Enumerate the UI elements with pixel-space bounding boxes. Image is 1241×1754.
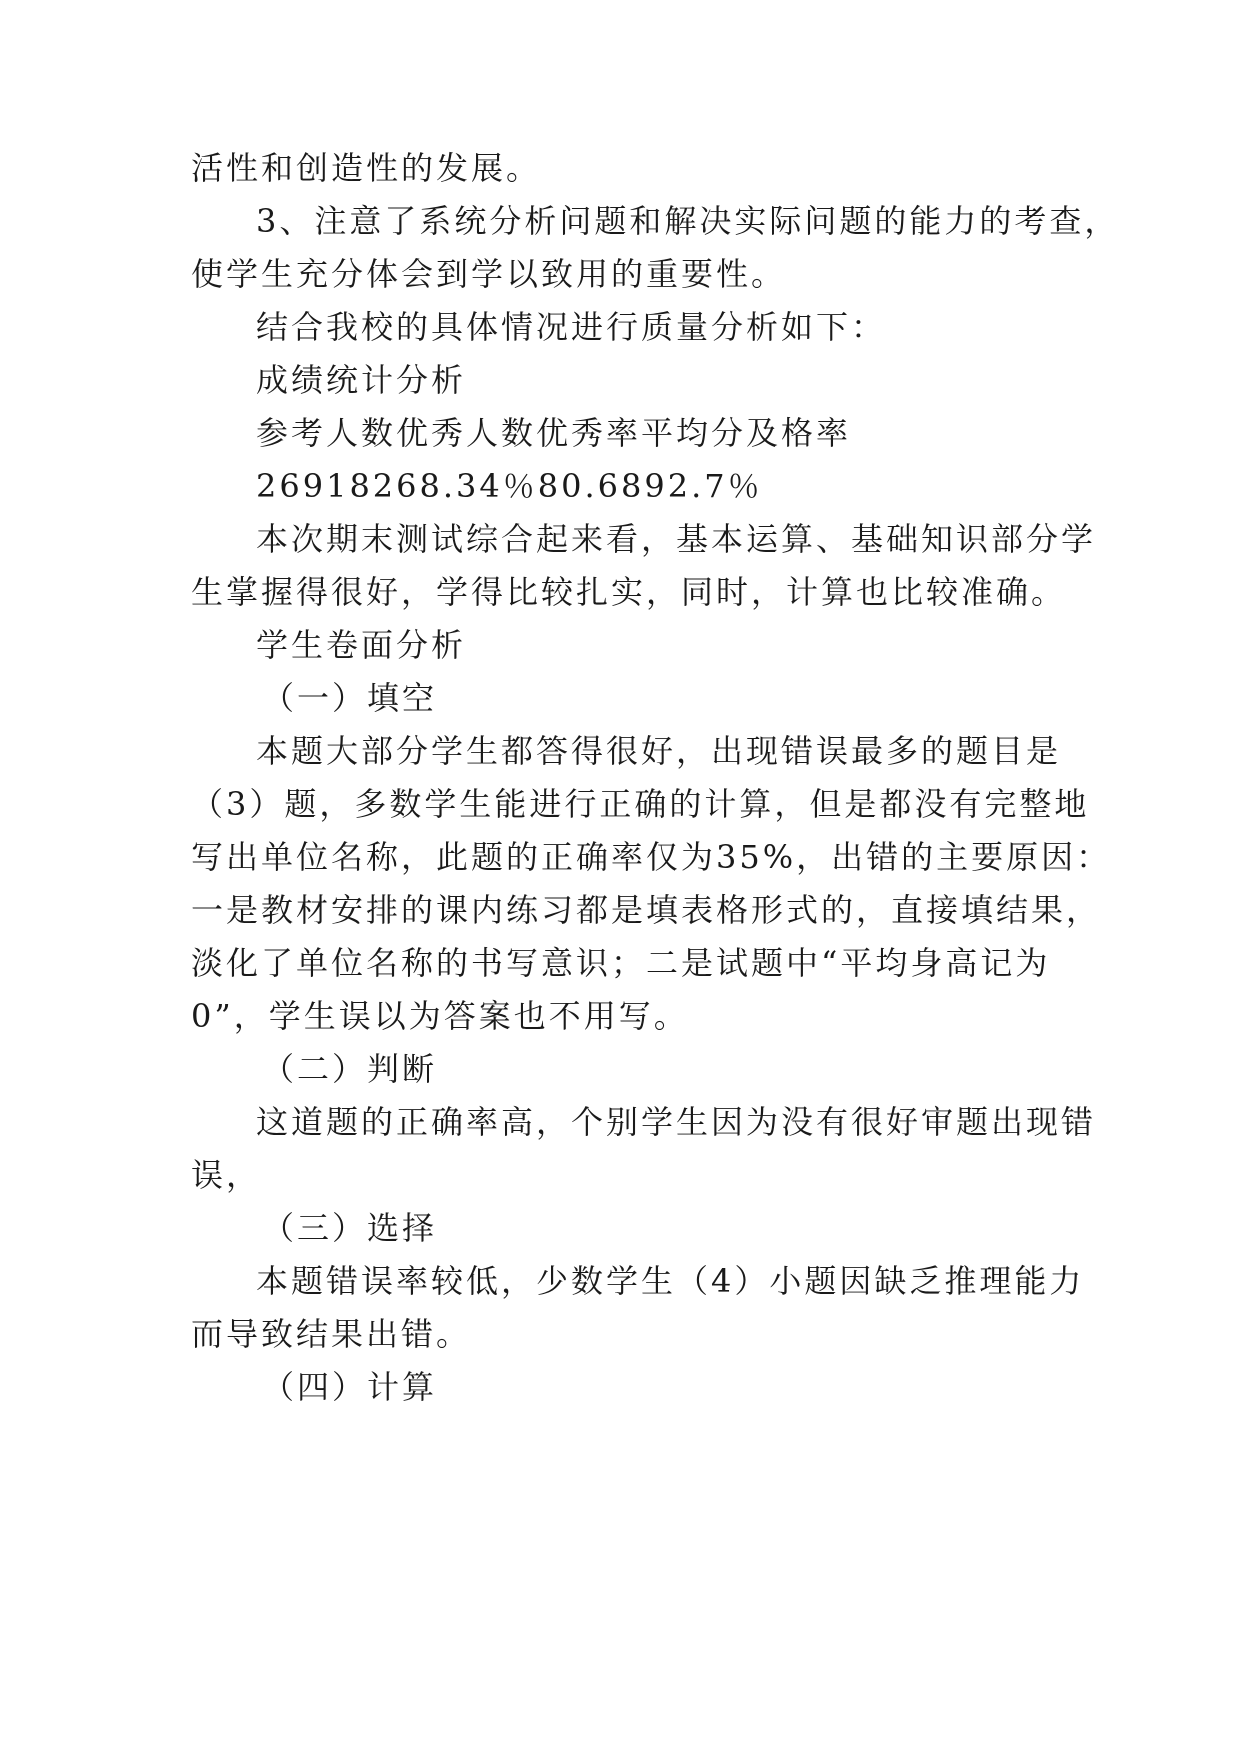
table-values-line: 26918268.34％80.6892.7％ <box>256 467 763 505</box>
section-heading: 学生卷面分析 <box>256 626 467 664</box>
paragraph-line: 一是教材安排的课内练习都是填表格形式的，直接填结果， <box>191 891 1102 929</box>
paragraph-line: 使学生充分体会到学以致用的重要性。 <box>191 255 787 293</box>
paragraph-line: 结合我校的具体情况进行质量分析如下： <box>256 308 887 346</box>
paragraph-line: （3）题，多数学生能进行正确的计算，但是都没有完整地 <box>191 785 1090 823</box>
paragraph-line: 写出单位名称，此题的正确率仅为35%，出错的主要原因： <box>191 838 1112 876</box>
paragraph-line: 而导致结果出错。 <box>191 1315 472 1353</box>
subsection-heading: （二）判断 <box>262 1050 438 1088</box>
paragraph-line: 本次期末测试综合起来看，基本运算、基础知识部分学 <box>256 520 1097 558</box>
paragraph-line: 3、注意了系统分析问题和解决实际问题的能力的考查， <box>256 202 1120 240</box>
paragraph-line: 淡化了单位名称的书写意识；二是试题中“平均身高记为 <box>191 944 1051 982</box>
paragraph-line: 0”，学生误以为答案也不用写。 <box>191 997 689 1035</box>
paragraph-line: 本题错误率较低，少数学生（4）小题因缺乏推理能力 <box>256 1262 1085 1300</box>
paragraph-line: 活性和创造性的发展。 <box>191 149 542 187</box>
subsection-heading: （三）选择 <box>262 1209 438 1247</box>
paragraph-line: 本题大部分学生都答得很好，出现错误最多的题目是 <box>256 732 1062 770</box>
section-heading: 成绩统计分析 <box>256 361 467 399</box>
paragraph-line: 这道题的正确率高，个别学生因为没有很好审题出现错 <box>256 1103 1097 1141</box>
subsection-heading: （四）计算 <box>262 1368 438 1406</box>
paragraph-line: 生掌握得很好，学得比较扎实，同时，计算也比较准确。 <box>191 573 1067 611</box>
paragraph-line: 误， <box>191 1156 262 1194</box>
table-header-line: 参考人数优秀人数优秀率平均分及格率 <box>256 414 852 452</box>
subsection-heading: （一）填空 <box>262 679 438 717</box>
